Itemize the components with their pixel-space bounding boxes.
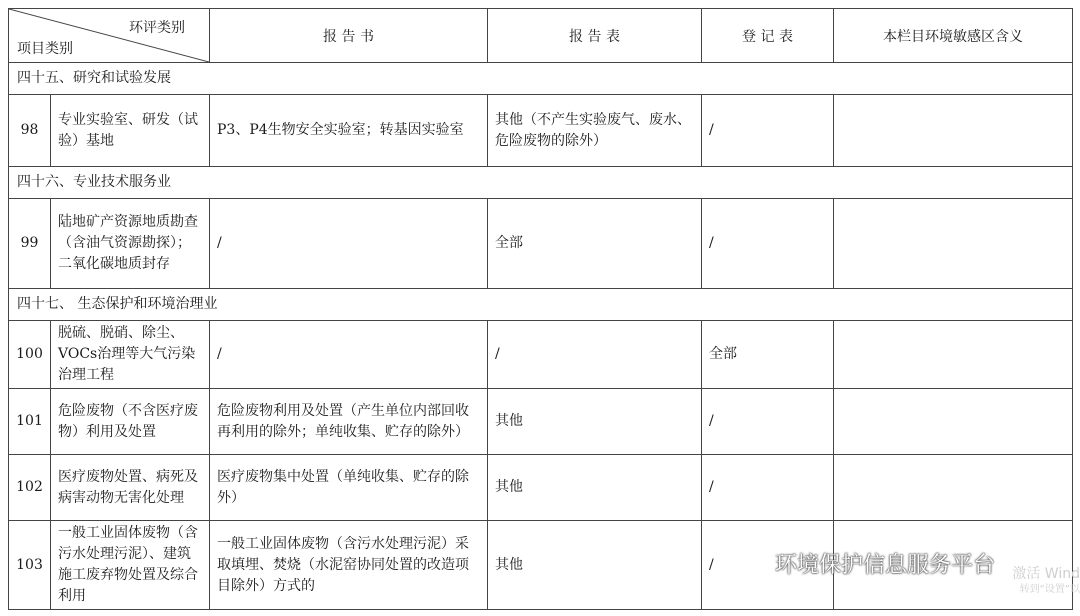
section-row (9, 63, 1073, 95)
row-number: 101 (9, 389, 51, 455)
sensitive-area-cell (834, 321, 1073, 389)
report-book-cell: 医疗废物集中处置（单纯收集、贮存的除外） (210, 455, 488, 521)
project-category: 医疗废物处置、病死及病害动物无害化处理 (51, 455, 210, 521)
sensitive-area-cell (834, 199, 1073, 289)
corner-header-cell (9, 9, 210, 63)
report-book-cell: / (210, 321, 488, 389)
register-cell: / (702, 521, 834, 610)
corner-label-project-category: 项目类别 (17, 41, 73, 57)
register-cell: / (702, 389, 834, 455)
activation-line-1: 激活 Wind (1012, 566, 1080, 582)
report-book-cell: 危险废物利用及处置（产生单位内部回收再利用的除外；单纯收集、贮存的除外） (210, 389, 488, 455)
wechat-icon (732, 553, 768, 579)
row-number: 102 (9, 455, 51, 521)
report-book-cell: P3、P4生物安全实验室；转基因实验室 (210, 95, 488, 167)
table-row (9, 199, 1073, 289)
activation-line-2: 转到“设置”以 (1019, 584, 1080, 595)
windows-activation-notice (1012, 566, 1080, 598)
row-number: 100 (9, 321, 51, 389)
col-header-report-form: 报 告 表 (488, 9, 702, 63)
table-row (9, 95, 1073, 167)
register-cell: / (702, 199, 834, 289)
row-number: 103 (9, 521, 51, 610)
table-row (9, 455, 1073, 521)
report-book-cell: / (210, 199, 488, 289)
header-row (9, 9, 1073, 63)
project-category: 专业实验室、研发（试验）基地 (51, 95, 210, 167)
sensitive-area-cell (834, 455, 1073, 521)
project-category: 危险废物（不含医疗废物）利用及处置 (51, 389, 210, 455)
section-row (9, 289, 1073, 321)
watermark (732, 548, 995, 579)
project-category: 一般工业固体废物（含污水处理污泥）、建筑施工废弃物处置及综合利用 (51, 521, 210, 610)
watermark-text: 环境保护信息服务平台 (775, 553, 996, 578)
register-cell: / (702, 455, 834, 521)
report-form-cell: 其他 (488, 455, 702, 521)
col-header-register-form: 登 记 表 (702, 9, 834, 63)
report-form-cell: 其他（不产生实验废气、废水、危险废物的除外） (488, 95, 702, 167)
table-row (9, 321, 1073, 389)
section-title: 四十五、研究和试验发展 (9, 63, 1073, 95)
section-title: 四十六、专业技术服务业 (9, 167, 1073, 199)
report-form-cell: 其他 (488, 389, 702, 455)
col-header-report-book: 报 告 书 (210, 9, 488, 63)
eia-category-table (8, 8, 1073, 610)
project-category: 陆地矿产资源地质勘查（含油气资源勘探）；二氧化碳地质封存 (51, 199, 210, 289)
table-row (9, 389, 1073, 455)
register-cell: / (702, 95, 834, 167)
sensitive-area-cell (834, 95, 1073, 167)
corner-label-eia-category: 环评类别 (129, 20, 185, 36)
project-category: 脱硫、脱硝、除尘、VOCs治理等大气污染治理工程 (51, 321, 210, 389)
section-title: 四十七、 生态保护和环境治理业 (9, 289, 1073, 321)
sensitive-area-cell (834, 389, 1073, 455)
report-form-cell: / (488, 321, 702, 389)
report-form-cell: 全部 (488, 199, 702, 289)
col-header-sensitive-area: 本栏目环境敏感区含义 (834, 9, 1073, 63)
register-cell: 全部 (702, 321, 834, 389)
row-number: 98 (9, 95, 51, 167)
report-form-cell: 其他 (488, 521, 702, 610)
row-number: 99 (9, 199, 51, 289)
report-book-cell: 一般工业固体废物（含污水处理污泥）采取填埋、焚烧（水泥窑协同处置的改造项目除外）方式的 (210, 521, 488, 610)
section-row (9, 167, 1073, 199)
